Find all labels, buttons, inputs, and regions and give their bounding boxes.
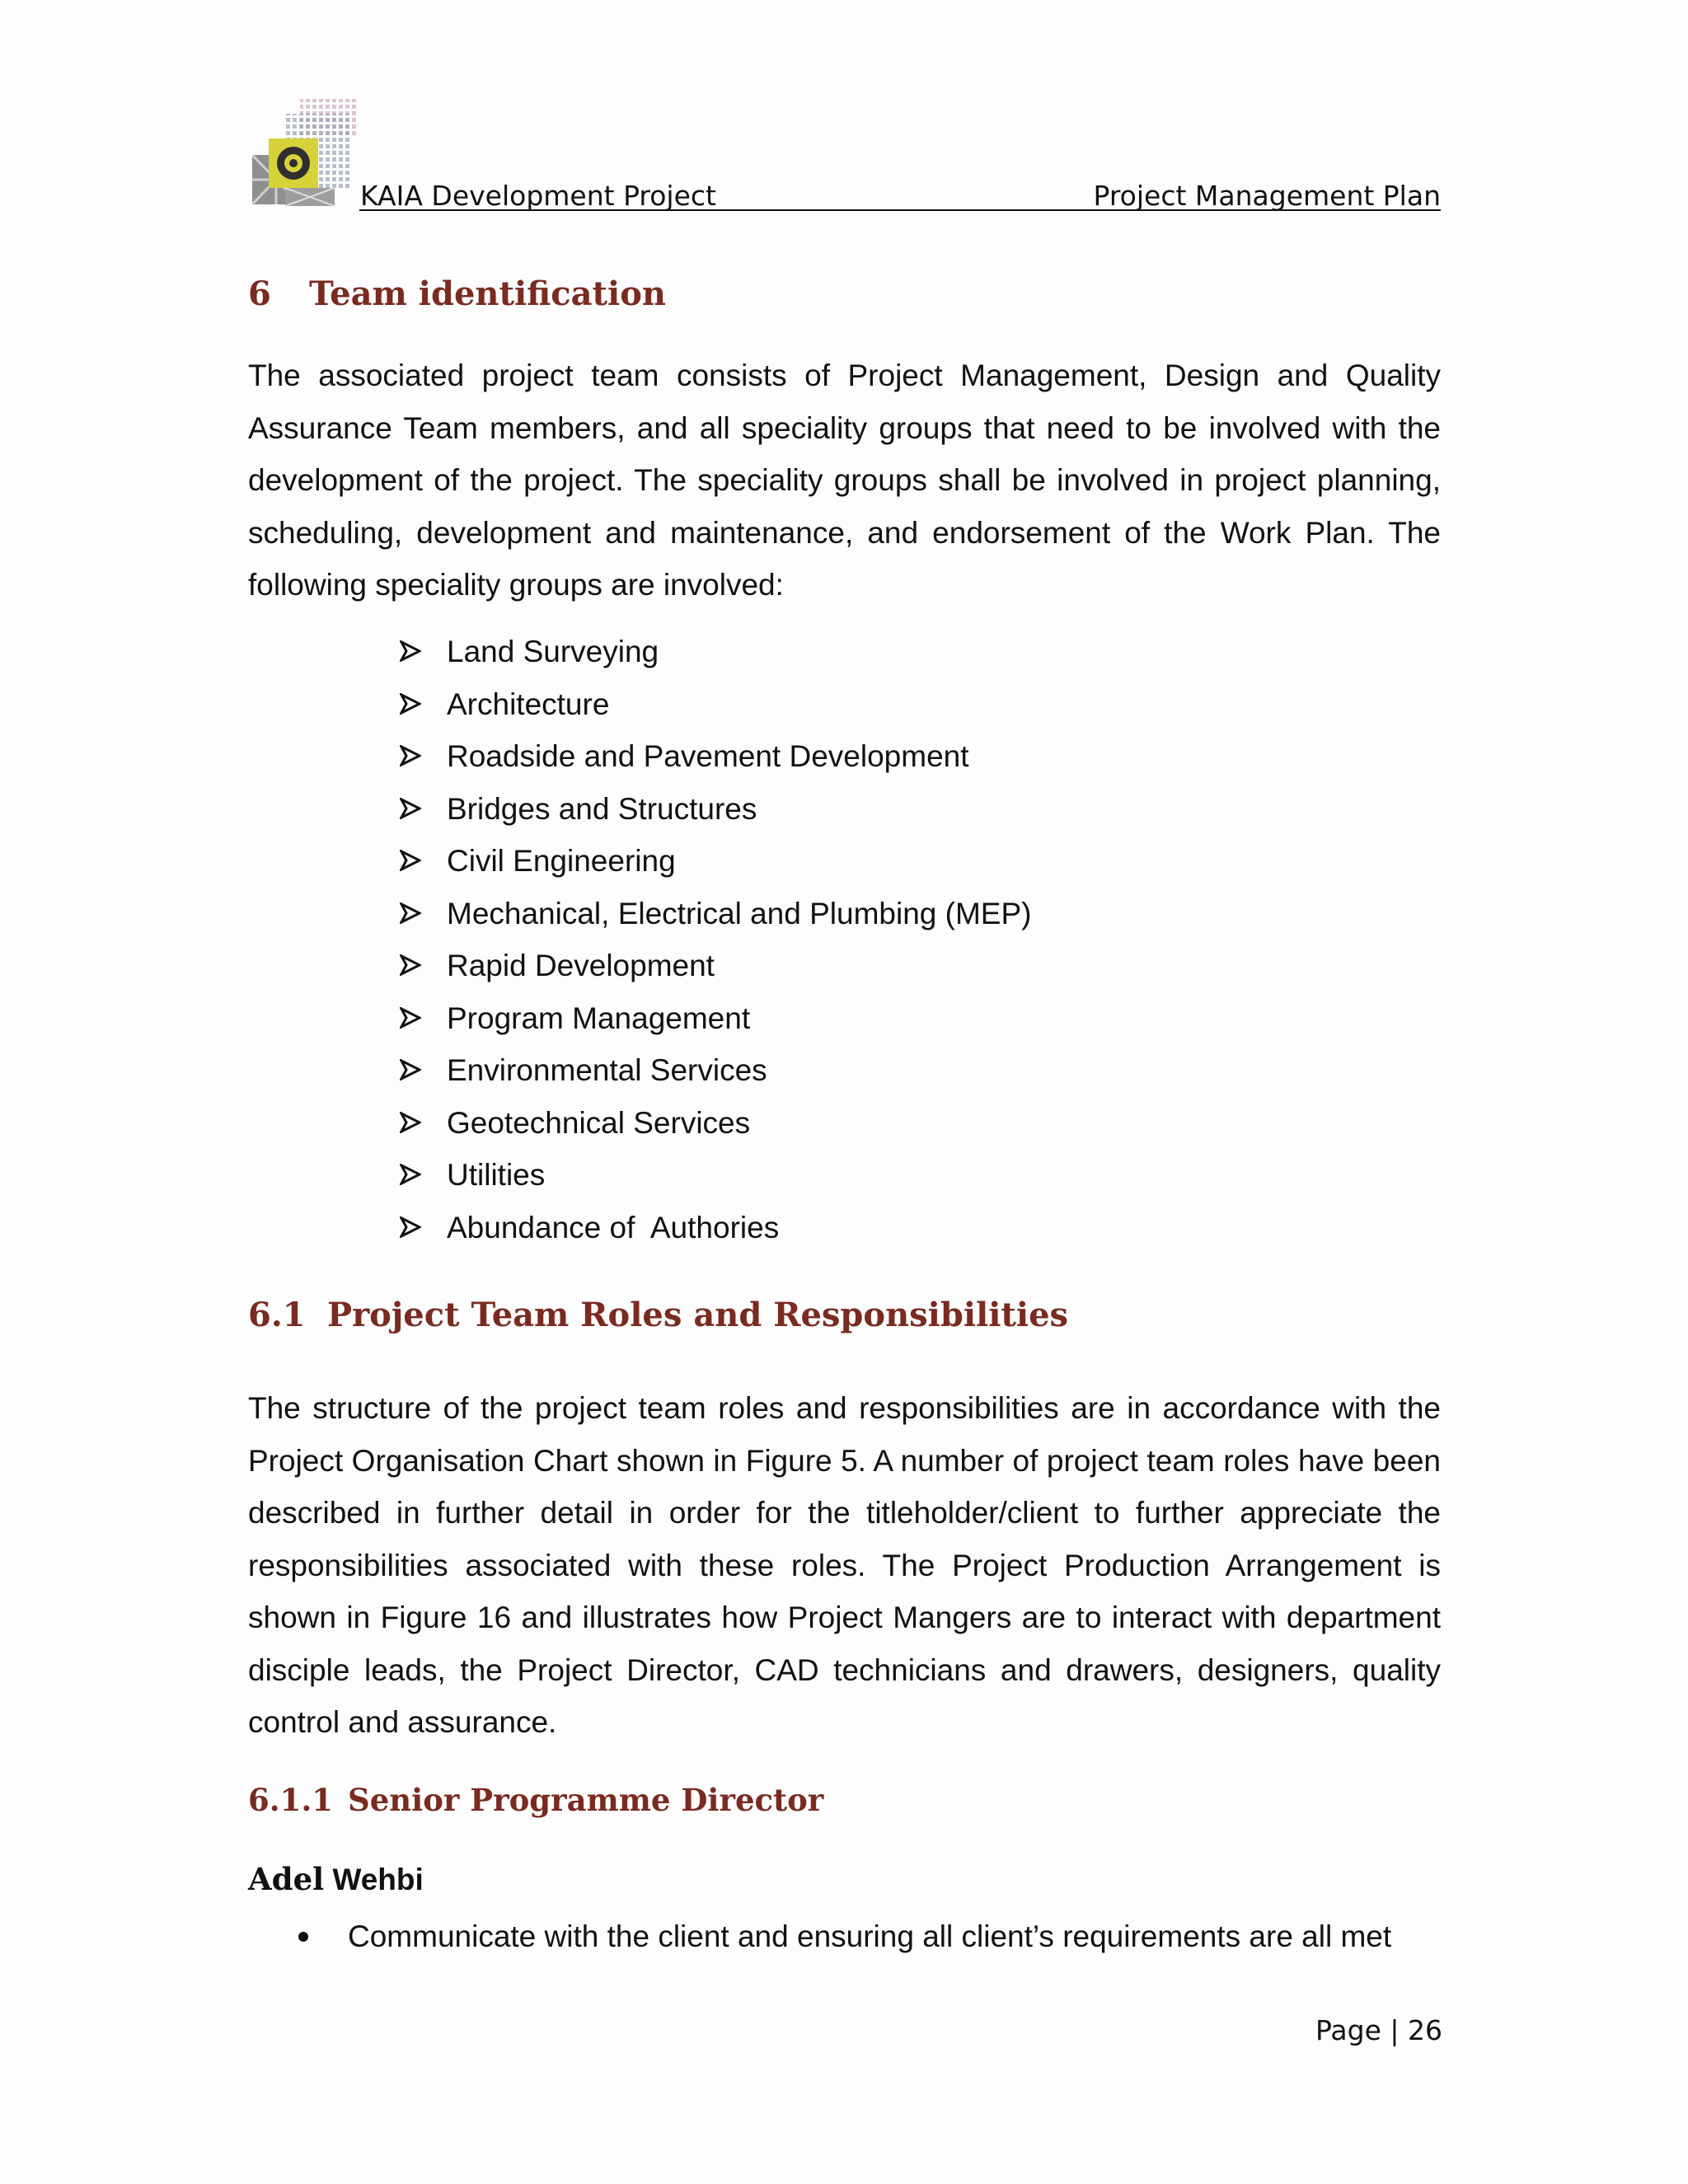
section-number: 6.1.1 [248,1782,333,1818]
arrow-bullet-icon [400,1216,421,1238]
list-item-label: Mechanical, Electrical and Plumbing (MEP) [447,896,1032,930]
responsibilities-list [298,1910,1391,1962]
list-item-label: Rapid Development [447,949,715,982]
list-item-label: Abundance of Authories [447,1210,780,1244]
list-item [298,1910,1391,1962]
arrow-bullet-icon [400,745,421,766]
list-item [400,626,1031,678]
section-title: Team identification [309,274,666,313]
list-item [400,678,1031,731]
section-title: Project Team Roles and Responsibilities [327,1296,1069,1334]
list-item [400,783,1031,836]
list-item-label: Architecture [447,687,610,721]
list-item [400,1097,1031,1150]
list-item [400,992,1031,1045]
list-item [400,940,1031,992]
list-item-label: Utilities [447,1158,546,1192]
arrow-bullet-icon [400,902,421,924]
section-title: Senior Programme Director [348,1782,824,1818]
section-heading-6 [248,274,666,313]
list-item-label: Land Surveying [447,635,659,668]
roles-paragraph: The structure of the project team roles and responsibilities are in accordance with the Project Organisation Chart shown in Figure 5. A number of project team roles have been described in further detail in order for the titleholder/client to further appreciate the responsibilities associated with these roles. The Project Production Arrangement is shown in Figure 16 and illustrates how Project Mangers are to interact with department disciple leads, the Project Director, CAD technicians and drawers, designers, quality control and assurance. [248,1391,1441,1739]
list-item-label: Geotechnical Services [447,1105,751,1140]
speciality-groups-list [400,626,1031,1254]
list-item [400,835,1031,888]
arrow-bullet-icon [400,1164,421,1185]
list-item-label: Program Management [447,1001,751,1035]
header-document-title: Project Management Plan [1093,180,1441,212]
section-number: 6.1 [248,1296,306,1334]
person-last-name: Wehbi [332,1863,424,1896]
list-item [400,1149,1031,1202]
person-name [248,1861,424,1897]
list-item [400,888,1031,940]
arrow-bullet-icon [400,850,421,871]
header-project-name: KAIA Development Project [360,180,716,212]
kaia-logo-icon [252,97,363,213]
list-item [400,1044,1031,1097]
person-first-name: Adel [248,1861,325,1897]
team-identification-paragraph: The associated project team consists of Project Management, Design and Quality Assurance Team members, and all speciality groups that need to be involved with the development of the project. The speciality groups shall be involved in project planning, scheduling, development and maintenance, and endorsement of the Work Plan. The following speciality groups are involved: [248,359,1441,602]
header-rule [359,209,1441,211]
list-item [400,1202,1031,1254]
list-item-label: Roadside and Pavement Development [447,739,969,773]
list-item-label: Civil Engineering [447,844,676,878]
arrow-bullet-icon [400,640,421,662]
section-heading-6-1-1 [248,1782,823,1818]
list-item-label: Communicate with the client and ensuring all client’s requirements are all met [348,1919,1392,1953]
arrow-bullet-icon [400,693,421,715]
list-item-label: Bridges and Structures [447,791,757,826]
list-item [400,730,1031,783]
page-number: Page | 26 [1315,2014,1442,2046]
arrow-bullet-icon [400,1112,421,1133]
arrow-bullet-icon [400,798,421,819]
section-heading-6-1 [248,1296,1068,1334]
list-item-label: Environmental Services [447,1053,767,1087]
arrow-bullet-icon [400,1059,421,1080]
arrow-bullet-icon [400,954,421,976]
section-number: 6 [248,274,271,313]
bullet-dot-icon [298,1932,308,1942]
arrow-bullet-icon [400,1007,421,1029]
